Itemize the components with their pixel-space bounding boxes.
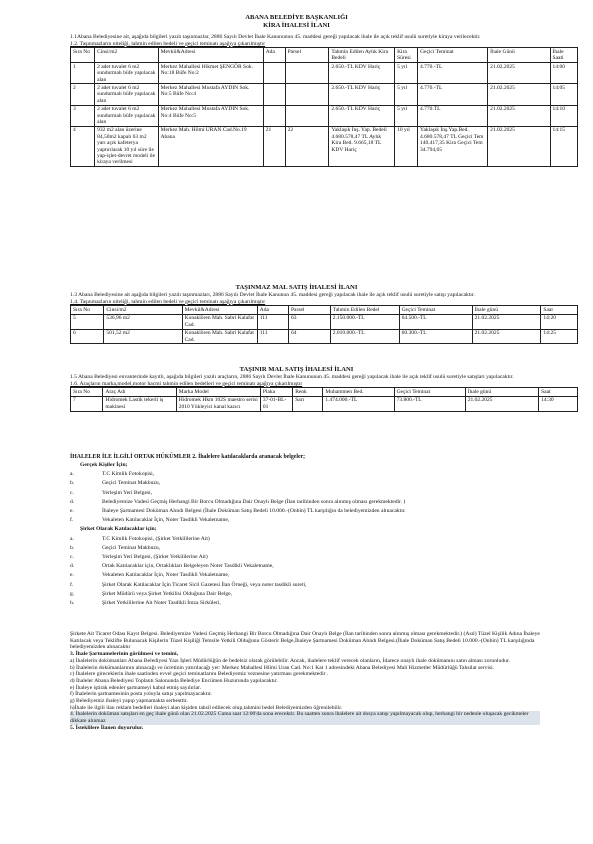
tasinmaz-table-header (71, 306, 578, 314)
table-cell (285, 105, 329, 126)
list-item-text: T.C Kimlik Fotokopisi, (102, 471, 155, 478)
table-cell: 21.02.2025 (472, 314, 541, 329)
page-subtitle: KİRA İHALESİ İLANI (263, 22, 330, 29)
list-item-text: Yerleşim Yeri Belgesi, (Şirket Yetkililerine Ait) (102, 554, 208, 561)
tasinir-section (0, 366, 593, 412)
table-cell (263, 63, 285, 84)
column-header: Parsel (289, 306, 331, 314)
list-item (0, 498, 593, 507)
list-item-text: Ortak Katılacaklar için, Ortaklıkları Belgeleyen Noter Tasdikli Vekaletname, (102, 563, 274, 570)
table-row (71, 314, 578, 329)
tasinmaz-section (0, 284, 593, 344)
table-cell (263, 105, 285, 126)
tasinir-paragraph-1-5: 1.5 Abana Belediyesi envanterinde kayıtlı, aşağıda bilgileri yazılı araçların, 2886 Sayılı Devlet İhale Kanununun 45. maddesi gereği yapılacak ihale ile açık teklif usulü suretiyle satışları yapılacaktır. (70, 374, 514, 380)
list-item (0, 507, 593, 516)
table-cell: Merkez Mahallesi Mustafa AYDIN Sok. No:5 Büfe No:4 (158, 84, 263, 105)
table-cell: 7 (71, 396, 103, 411)
list-item (0, 479, 593, 488)
list-item-marker: e. (70, 572, 74, 579)
tasinir-table (70, 387, 578, 411)
table-cell: 501,52 m2 (104, 329, 182, 344)
table-cell: 6 (71, 329, 104, 344)
column-header: İhale günü (465, 388, 538, 396)
list-item-marker: c. (70, 554, 74, 561)
madde-5: 5. İsteklilere İlanen duyurulur. (70, 724, 144, 731)
table-cell: 14:10 (550, 105, 577, 126)
column-header: Ada (263, 48, 285, 63)
list-item (0, 581, 593, 590)
tasinir-paragraph-1-6: 1.6. Araçların marka,model,motor hacmi tahmin edilen bedelleri ve geçici teminatı aşağıya çıkarılmıştır (70, 380, 303, 387)
list-item-text: Vekaleten Katılacaklar İçin, Noter Tasdikli Vekaletname, (102, 517, 230, 524)
column-header: Tahmin Edilen Bedel (330, 306, 399, 314)
column-header: Sıra No (71, 388, 103, 396)
kira-table-header (71, 48, 578, 63)
list-item-text: Şirket Olarak Katılacaklar İçin Ticaret Sicil Gazetesi İlan Örneği, veya noter tasdikli sureti, (102, 581, 307, 588)
table-cell: 111 (257, 314, 288, 329)
madde-3f: f) İhalelerin şartnamesinin posta yoluyla satışı yapılmayacaktır. (70, 691, 212, 698)
list-item-text: Geçici Teminat Makbuzu, (102, 480, 161, 487)
kira-table (70, 47, 578, 167)
madde-3b: b) İhalelerin dokümanlarının alınacağı ve ücretinin yatırılacağı yer: Merkez Mahallesi Hilmi Uran Cad. No:1 Kat 1 adresindeki Abana Belediyesi Mali Hizmetler Müdürlüğü Tahsilat servisi. (70, 664, 495, 671)
tasinir-title: TAŞINIR MAL SATIŞ İHALESİ İLANI (239, 366, 354, 373)
column-header: Plaka (260, 388, 292, 396)
table-cell: 21.02.2025 (488, 126, 550, 166)
kira-paragraph-1-2: 1.2. Taşınmazların niteliği, tahmin edilen bedeli ve geçici teminatı aşağıya çıkarılmıştır (70, 40, 266, 47)
column-header: Tahmin Edilen Aylık Kira Bedeli (329, 48, 395, 63)
table-cell: 64.500.-TL (399, 314, 472, 329)
sirket-title: Şirket Olarak Katılacaklar için; (80, 526, 157, 533)
list-item-marker: d. (70, 563, 75, 570)
table-cell: 21.02.2025 (488, 84, 550, 105)
table-row (71, 105, 578, 126)
table-cell: 2 adet tuvalet 6 m2 sundurmalı büfe yapılacak alan (95, 84, 159, 105)
list-item-marker: d. (70, 498, 75, 505)
column-header: Mevkii&Adresi (158, 48, 263, 63)
column-header: İhale Günü (488, 48, 550, 63)
table-cell: 1 (71, 63, 95, 84)
table-cell (285, 84, 329, 105)
table-cell: 21.02.2025 (488, 105, 550, 126)
table-cell: Yaklaşık İnş.Yap.Bed. 4.680.578,47 TL Geçici Tem 140.417,35 Kira Geçici Tem 34.794,65 (418, 126, 488, 166)
table-cell: 4.770.TL (418, 105, 488, 126)
table-row (71, 63, 578, 84)
table-cell: 5 yıl (395, 105, 418, 126)
ortak-heading: İHALELER İLE İLGİLİ ORTAK HÜKÜMLER (70, 454, 191, 460)
table-cell: 64 (289, 329, 331, 344)
table-cell: Hidromek Lastik tekerli iş makinesi (103, 396, 176, 411)
tasinmaz-table (70, 305, 578, 344)
list-item (0, 590, 593, 599)
table-row (71, 84, 578, 105)
list-item-text: İhaleye Şartnamesi Doküman Alındı Belgesi (İhale Doküman Satış Bedeli 10.000.-(Onbin) TL karşılığın da belediyemizden alınacaktır. (102, 508, 406, 515)
column-header: Saat (539, 388, 578, 396)
table-cell: 21.02.2025 (488, 63, 550, 84)
tasinmaz-paragraph-1-3: 1.3 Abana Belediyesine ait aşağıda bilgileri yazılı taşınmazları, 2886 Sayılı Devlet İhale Kanunun 45. maddesi gereği yapılacak ihale ile açık teklif usulü suretiyle satışı yapılacaktır. (70, 292, 475, 298)
list-item (0, 470, 593, 479)
column-header: Sıra No (71, 48, 95, 63)
gercek-list (0, 461, 593, 608)
ortak-text-block (0, 631, 593, 732)
ortak-heading-row (70, 453, 593, 461)
column-header: Renk (293, 388, 323, 396)
table-cell: 4.770.-TL (418, 84, 488, 105)
column-header: Sıra No (71, 306, 104, 314)
table-cell: 2.010.000.-TL (330, 329, 399, 344)
column-header: Geçici Teminat (418, 48, 488, 63)
tasinmaz-title: TAŞINMAZ MAL SATIŞ İHALESİ İLANI (235, 284, 358, 291)
madde-3e: e) İhaleye iştirak edenler şartnameyi kabul etmiş sayılırlar. (70, 684, 202, 691)
column-header: Marka Model (176, 388, 260, 396)
table-cell: 14:25 (541, 329, 578, 344)
list-item (0, 489, 593, 498)
list-item-marker: g. (70, 590, 75, 597)
table-cell: 60.300.-TL (399, 329, 472, 344)
list-item-marker: b. (70, 480, 75, 487)
list-item-marker: f. (70, 517, 74, 524)
column-header: İhale Saati (550, 48, 577, 63)
madde-3-title: 3. İhale Şartnamelerinin görülmesi ve temini, (70, 651, 178, 658)
list-item-marker: b. (70, 544, 75, 551)
header (0, 14, 593, 30)
table-cell: 2 (71, 84, 95, 105)
table-cell: Merkez Mah. Hilmi URAN Cad.No.19 Abana (158, 126, 263, 166)
column-header: İhale günü (472, 306, 541, 314)
ortak-section (0, 453, 593, 608)
table-cell: 4 (71, 126, 95, 166)
column-header: Cinsi/m2 (104, 306, 182, 314)
table-cell: 2 adet tuvalet 6 m2 sundurmalı büfe yapılacak alan (95, 105, 159, 126)
list-item-text: Belediyemize Vadesi Geçmiş Herhangi Bir Borcu Olmadığına Dair Onaylı Belge (İlan tarihinden sonra alınmış olması gerekmektedir. ) (102, 498, 406, 505)
madde-3c: c) İhalelere gireceklerin ihale saatinden evvel geçici teminatlarını Belediyemiz veznesine yatırması gerekmektedir . (70, 671, 329, 678)
table-cell: 21.02.2025 (472, 329, 541, 344)
table-cell: 63 (289, 314, 331, 329)
table-cell: 111 (257, 329, 288, 344)
table-cell: 2 adet tuvalet 6 m2 sundurmalı büfe yapılacak alan (95, 63, 159, 84)
ortak-heading-rest: 2. İhalelere katılacaklarda aranacak belgeler; (192, 454, 306, 460)
table-cell: 73.800.-TL (394, 396, 465, 411)
column-header: Mevkii&Adresi (182, 306, 257, 314)
table-cell: 1.474.000.-TL (323, 396, 394, 411)
madde-3a: a) İhalelerin dokümanları Abana Belediyesi Yazı İşleri Müdürlüğün de bedelsiz olarak görülebilir. Ancak, ihalelere teklif verecek olanların, İdarece onaylı ihale dokümanını satın alması zorunludur. (70, 657, 510, 664)
list-item (0, 535, 593, 544)
column-header: Parsel (285, 48, 329, 63)
kira-section (0, 34, 593, 167)
table-cell: Konaklören Mah. Sabri Kalafat Cad. (182, 314, 257, 329)
gercek-title: Gerçek Kişiler İçin; (80, 462, 128, 468)
table-cell: 5 yıl (395, 63, 418, 84)
table-cell: 14:05 (550, 84, 577, 105)
column-header: Ada (257, 306, 288, 314)
madde-3g: g) Belediyemiz ihaleyi yapıp yapmamakta serbesttir. (70, 698, 188, 705)
table-row (71, 396, 578, 411)
table-cell: 22 (285, 126, 329, 166)
table-cell (263, 84, 285, 105)
table-cell: Sarı (293, 396, 323, 411)
list-item-text: T.C Kimlik Fotokopisi, (Şirket Yetkililerine Ait) (102, 535, 210, 542)
table-cell: 2.650.-TL KDV Hariç (329, 105, 395, 126)
table-cell (285, 63, 329, 84)
column-header: Araç Adı (103, 388, 176, 396)
table-cell: 5 yıl (395, 84, 418, 105)
table-cell: 14:30 (539, 396, 578, 411)
list-item-marker: f. (70, 581, 74, 588)
table-cell: 14:20 (541, 314, 578, 329)
table-cell: 37-01-BL-01 (260, 396, 292, 411)
madde-3d: d) İhaleler Abana Belediyesi Toplantı Salonunda Belediye Encümen Huzurunda yapılacaktır. (70, 677, 278, 684)
table-cell: 2.150.000.-TL (330, 314, 399, 329)
list-item-text: Yerleşim Yeri Belgesi, (102, 489, 153, 496)
list-item-text: Şirket Müdürü veya Şirket Yetkilisi Olduğuna Dair Belge, (102, 590, 233, 597)
table-cell: Hidromek Hkm 102S maestro serisi 2010 Yükleyici kanal kazıcı (176, 396, 260, 411)
table-cell: 2.650.-TL KDV Hariç (329, 84, 395, 105)
sirket-paragraph: Şirkete Ait Ticaret Odası Kayıt Belgesi. Belediyemize Vadesi Geçmiş Herhangi Bir Borcu Olmadığına Dair Onaylı Belge (İlan tarihinden sonra alınmış olması gerekmektedir.) (Asıl) Tüzel Kişilik Adına İhaleye Katılacak veya Teklifte Bulunacak Kişilerin Tüzel Kişiliği Temsile Yetkili Olduğunu Gösterir Belge,İhaleye Şartnamesi Doküman Alındı Belgesi.(İhale Doküman Satış Bedeli 10.000.-(Onbin) TL karşılığında belediyemizden alınacaktır (70, 631, 540, 651)
column-header: Geçici Teminat (399, 306, 472, 314)
list-item (0, 516, 593, 525)
madde-3h: h)İhale ile ilgili ilan reklam bedelleri ihaleyi alan kişiden tahsil edilecek olup,tahmini bedel Belediyemizden öğrenilebilir. (70, 704, 343, 711)
table-cell: 21.02.2025 (465, 396, 538, 411)
table-cell: 21 (263, 126, 285, 166)
column-header: Geçici Teminat (394, 388, 465, 396)
column-header: Muhammen Bed. (323, 388, 394, 396)
page-title: ABANA BELEDİYE BAŞKANLIĞI (245, 14, 348, 21)
table-cell: 14:00 (550, 63, 577, 84)
list-item-marker: h. (70, 600, 75, 607)
column-header: Saat (541, 306, 578, 314)
list-item (0, 562, 593, 571)
list-item-text: Geçici Teminat Makbuzu, (102, 544, 161, 551)
table-cell: Merkez Mahallesi Mustafa AYDIN Sok. No:4 Büfe No:5 (158, 105, 263, 126)
list-item (0, 544, 593, 553)
tasinmaz-paragraph-1-4: 1.4. Taşınmazların niteliği, tahmin edilen bedeli ve geçici teminatı aşağıya çıkarılmıştır (70, 298, 266, 305)
table-cell: 932 m2 alan üzerine 84,50m2 kapalı 63 m2 yarı açık kafeterya yaptırılarak 10 yıl süre ile yap-işlet-devret modeli ile kiraya verilmesi (95, 126, 159, 166)
list-item-marker: c. (70, 489, 74, 496)
list-item-marker: e. (70, 508, 74, 515)
table-cell: 10 yıl (395, 126, 418, 166)
column-header: Kira Süresi (395, 48, 418, 63)
madde-4: 4. İhalelerin doküman satışları en geç ihale günü olan 21.02.2025 Cuma saat 12:00'da sona erecektir. Bu saatten sonra ihalelere ait dosya satışı yapılmayacak olup, herhangi bir nedenle oluşacak gecikmeler dikkate alınmaz (70, 711, 540, 724)
list-item (0, 599, 593, 608)
list-item-marker: a. (70, 535, 74, 542)
table-row (71, 126, 578, 166)
table-cell: 536,96 m2 (104, 314, 182, 329)
table-cell: 2.650.-TL KDV Hariç (329, 63, 395, 84)
table-cell: Konaklören Mah. Sabri Kalafat Cad. (182, 329, 257, 344)
kira-paragraph-1-1: 1.1Abana Belediyesine ait, aşağıda bilgileri yazılı taşınmazlar, 2886 Sayılı Devlet İhale Kanununun 45. maddesi gereği yapılacak ihale ile açık teklif usulü suretiyle kiraya verilecektir. (70, 34, 481, 40)
list-item (0, 571, 593, 580)
list-item (0, 553, 593, 562)
table-cell: Yaklaşık İnş. Yap. Bedeli 4.680.578,47 TL Aylık Kira Bed. 9.665,18 TL KDV Hariç (329, 126, 395, 166)
table-cell: 14:15 (550, 126, 577, 166)
tasinir-table-header (71, 388, 578, 396)
table-cell: 4.770.-TL (418, 63, 488, 84)
table-cell: 3 (71, 105, 95, 126)
list-item-text: Vekaleten Katılacaklar İçin, Noter Tasdikli Vekaletname, (102, 572, 230, 579)
list-item-text: Şirket Yetkililerine Ait Noter Tasdikli İmza Sirküleri, (102, 600, 221, 607)
column-header: Cinsi/m2 (95, 48, 159, 63)
table-cell: Merkez Mahallesi Hikmet ŞENGÖR Sok. No:18 Büfe No:2 (158, 63, 263, 84)
table-cell: 5 (71, 314, 104, 329)
table-row (71, 329, 578, 344)
list-item-marker: a. (70, 471, 74, 478)
